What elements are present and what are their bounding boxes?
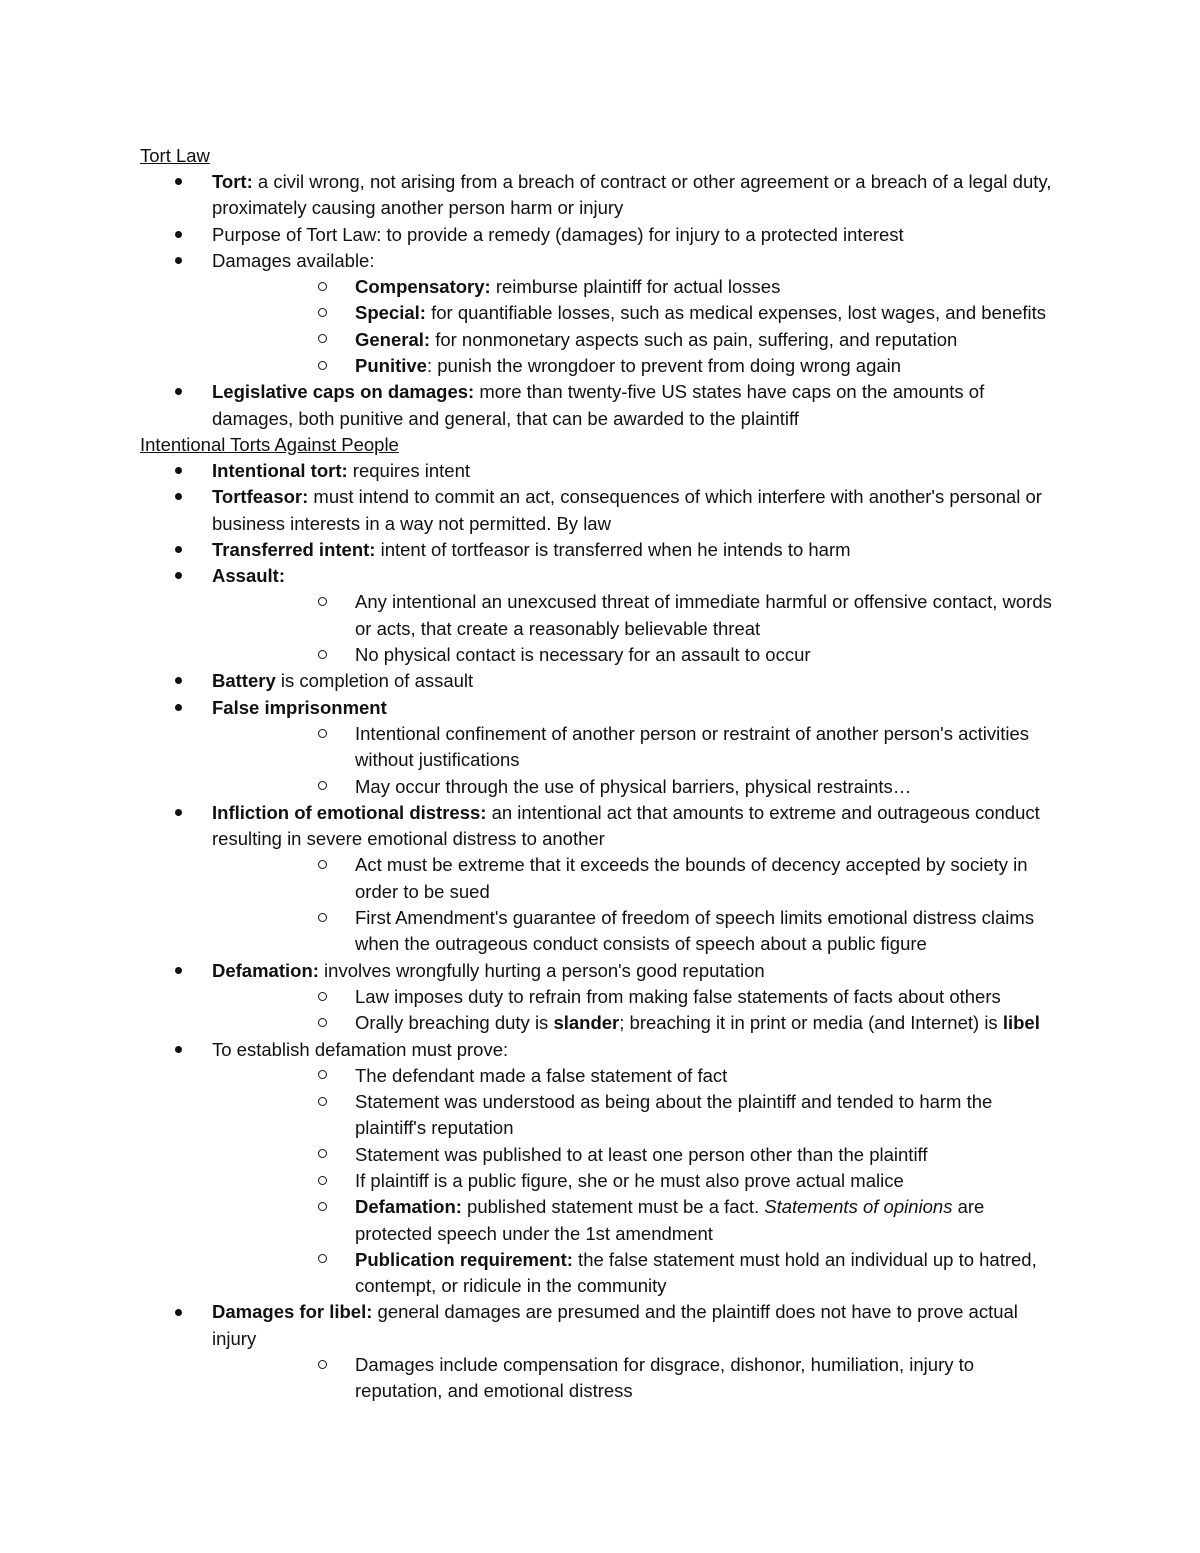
bullet-dot-icon	[168, 222, 188, 248]
bullet-dot-icon	[168, 379, 188, 405]
item-text: an intentional act that amounts to extreme and outrageous conduct resulting in severe emotional distress to another	[212, 801, 1040, 850]
bold-term: Defamation:	[212, 959, 319, 981]
item-text: Any intentional an unexcused threat of immediate harmful or offensive contact, words or acts, that create a reasonably believable threat	[355, 591, 1052, 639]
bold-term: Infliction of emotional distress:	[212, 801, 487, 823]
sub-bullet-item	[212, 852, 1060, 905]
item-text: Purpose of Tort Law: to provide a remedy (damages) for injury to a protected interest	[212, 223, 904, 245]
item-text: must intend to commit an act, consequences of which interfere with another's personal or business interests in a way not permitted. By law	[212, 486, 1042, 534]
bullet-list	[140, 169, 1060, 432]
bullet-dot-icon	[168, 563, 188, 589]
item-text: Orally breaching duty is	[355, 1012, 554, 1034]
item-text: involves wrongfully hurting a person's good reputation	[318, 959, 765, 981]
bullet-circle-icon	[312, 1010, 332, 1036]
item-text: To establish defamation must prove:	[212, 1038, 509, 1060]
item-text: reimburse plaintiff for actual losses	[490, 276, 781, 298]
item-text: May occur through the use of physical barriers, physical restraints…	[355, 775, 912, 797]
bullet-dot-icon	[168, 1037, 188, 1063]
bullet-dot-icon	[168, 668, 188, 694]
item-text: First Amendment's guarantee of freedom of speech limits emotional distress claims when the outrageous conduct consists of speech about a public figure	[355, 907, 1035, 955]
bold-term: Publication requirement:	[355, 1248, 573, 1270]
bullet-circle-icon	[312, 589, 332, 615]
bullet-item	[140, 222, 1060, 248]
sub-bullet-item	[212, 300, 1060, 326]
bullet-item	[140, 484, 1060, 537]
item-text: requires intent	[347, 459, 471, 481]
bullet-circle-icon	[312, 353, 332, 379]
sub-bullet-item	[212, 1010, 1060, 1036]
bullet-item	[140, 458, 1060, 484]
sub-bullet-item	[212, 274, 1060, 300]
item-text: Statement was understood as being about the plaintiff and tended to harm the plaintiff's reputation	[355, 1091, 993, 1139]
bullet-circle-icon	[312, 1063, 332, 1089]
bullet-circle-icon	[312, 1194, 332, 1220]
item-text: ; breaching it in print or media (and Internet) is	[619, 1012, 1003, 1034]
sub-bullet-item	[212, 1089, 1060, 1142]
bullet-item	[140, 379, 1060, 432]
sub-bullet-list	[212, 274, 1060, 379]
bullet-circle-icon	[312, 1247, 332, 1273]
bullet-circle-icon	[312, 984, 332, 1010]
item-text: No physical contact is necessary for an assault to occur	[355, 644, 811, 666]
item-text: general damages are presumed and the plaintiff does not have to prove actual injury	[212, 1301, 1018, 1349]
bullet-item	[140, 563, 1060, 668]
bullet-dot-icon	[168, 958, 188, 984]
item-text: a civil wrong, not arising from a breach of contract or other agreement or a breach of a legal duty, proximately causing another person harm or injury	[212, 171, 1052, 219]
bullet-circle-icon	[312, 274, 332, 300]
bullet-item	[140, 537, 1060, 563]
item-text: : punish the wrongdoer to prevent from doing wrong again	[426, 355, 902, 377]
bullet-circle-icon	[312, 327, 332, 353]
item-text: The defendant made a false statement of fact	[355, 1064, 728, 1086]
bold-term: Transferred intent:	[212, 538, 376, 560]
item-text: If plaintiff is a public figure, she or he must also prove actual malice	[355, 1169, 904, 1191]
sub-bullet-item	[212, 1168, 1060, 1194]
bullet-circle-icon	[312, 642, 332, 668]
bold-term: Compensatory:	[355, 276, 491, 298]
sub-bullet-item	[212, 1247, 1060, 1300]
item-text: intent of tortfeasor is transferred when he intends to harm	[375, 538, 851, 560]
sub-bullet-item	[212, 589, 1060, 642]
bold-term: General:	[355, 328, 431, 350]
bold-term: Battery	[212, 670, 276, 692]
italic-text: Statements of opinions	[764, 1196, 953, 1218]
item-text: more than twenty-five US states have caps on the amounts of damages, both punitive and general, that can be awarded to the plaintiff	[212, 381, 985, 429]
bold-term: Tort:	[212, 171, 253, 192]
bullet-list	[140, 458, 1060, 1405]
sub-bullet-item	[212, 1063, 1060, 1089]
bullet-item	[140, 169, 1060, 222]
item-text: Law imposes duty to refrain from making false statements of facts about others	[355, 985, 1001, 1007]
bullet-dot-icon	[168, 695, 188, 721]
sub-bullet-item	[212, 1194, 1060, 1247]
bold-term: slander	[553, 1012, 620, 1034]
bullet-circle-icon	[312, 905, 332, 931]
bullet-dot-icon	[168, 248, 188, 274]
item-text: Intentional confinement of another person or restraint of another person's activities without justifications	[355, 722, 1030, 771]
sub-bullet-list	[212, 1063, 1060, 1300]
sub-bullet-list	[212, 589, 1060, 668]
bullet-circle-icon	[312, 1168, 332, 1194]
bold-term: Intentional tort:	[212, 459, 348, 481]
notes-content	[140, 143, 1060, 1405]
bullet-circle-icon	[312, 300, 332, 326]
item-text: for quantifiable losses, such as medical expenses, lost wages, and benefits	[425, 302, 1047, 324]
bullet-dot-icon	[168, 169, 188, 195]
bullet-circle-icon	[312, 852, 332, 878]
section-heading: Tort Law	[140, 145, 210, 166]
bold-term: False imprisonment	[212, 696, 387, 718]
sub-bullet-item	[212, 984, 1060, 1010]
item-text: are protected speech under the 1st amendment	[355, 1196, 985, 1244]
bold-term: Defamation:	[355, 1196, 462, 1218]
item-text: is completion of assault	[275, 670, 474, 692]
bold-term: libel	[1002, 1012, 1040, 1034]
sub-bullet-item	[212, 905, 1060, 958]
bold-term: Special:	[355, 302, 426, 324]
sub-bullet-item	[212, 353, 1060, 379]
item-text: Statement was published to at least one person other than the plaintiff	[355, 1143, 928, 1165]
bullet-dot-icon	[168, 484, 188, 510]
bullet-dot-icon	[168, 537, 188, 563]
bullet-item	[140, 668, 1060, 694]
sub-bullet-item	[212, 774, 1060, 800]
bullet-item	[140, 800, 1060, 958]
bold-term: Punitive	[355, 355, 427, 377]
item-text: Act must be extreme that it exceeds the bounds of decency accepted by society in order to be sued	[355, 854, 1028, 902]
sub-bullet-item	[212, 1352, 1060, 1405]
bullet-circle-icon	[312, 721, 332, 747]
bullet-dot-icon	[168, 458, 188, 484]
item-text: for nonmonetary aspects such as pain, suffering, and reputation	[430, 328, 958, 350]
bullet-circle-icon	[312, 1352, 332, 1378]
sub-bullet-list	[212, 852, 1060, 957]
bullet-dot-icon	[168, 800, 188, 826]
sub-bullet-list	[212, 721, 1060, 800]
bullet-item	[140, 1299, 1060, 1404]
bullet-item	[140, 248, 1060, 379]
bullet-item	[140, 958, 1060, 1037]
item-text: published statement must be a fact.	[461, 1196, 765, 1218]
sub-bullet-item	[212, 721, 1060, 774]
bullet-item	[140, 695, 1060, 800]
bullet-circle-icon	[312, 1142, 332, 1168]
bold-term: Assault:	[212, 565, 285, 587]
sub-bullet-item	[212, 327, 1060, 353]
item-text: the false statement must hold an individual up to hatred, contempt, or ridicule in the community	[355, 1248, 1037, 1297]
bullet-item	[140, 1037, 1060, 1300]
bold-term: Legislative caps on damages:	[212, 381, 475, 403]
section-heading: Intentional Torts Against People	[140, 433, 399, 455]
item-text: Damages include compensation for disgrace, dishonor, humiliation, injury to reputation, and emotional distress	[355, 1354, 975, 1402]
sub-bullet-item	[212, 642, 1060, 668]
bold-term: Damages for libel:	[212, 1301, 373, 1323]
sub-bullet-list	[212, 1352, 1060, 1405]
sub-bullet-list	[212, 984, 1060, 1037]
bullet-circle-icon	[312, 1089, 332, 1115]
sub-bullet-item	[212, 1142, 1060, 1168]
bullet-circle-icon	[312, 774, 332, 800]
bullet-dot-icon	[168, 1299, 188, 1325]
item-text: Damages available:	[212, 249, 375, 271]
bold-term: Tortfeasor:	[212, 486, 309, 508]
